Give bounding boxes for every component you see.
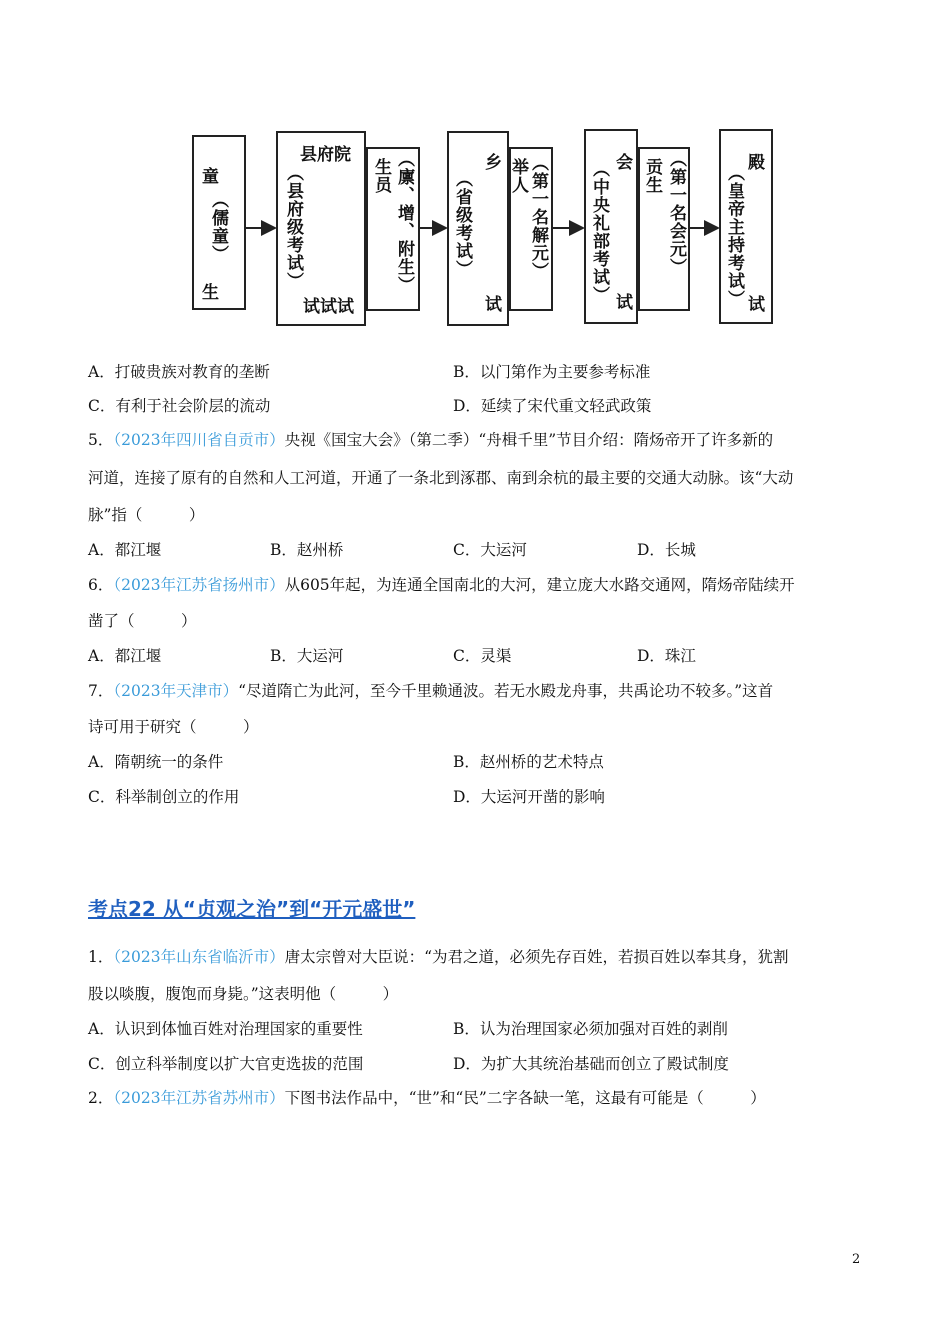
q5-source: （2023年四川省自贡市） — [113, 431, 285, 449]
box2-bottom: 试试试 — [303, 297, 354, 317]
s2-stem-line1 — [88, 1088, 766, 1108]
q7-stem-line1 — [88, 681, 773, 701]
box2-top: 县府院 — [300, 145, 351, 165]
box1-bottom: 生 — [202, 283, 219, 303]
q7-option-b: B．赵州桥的艺术特点 — [453, 753, 604, 771]
box4-top: 会 — [616, 153, 633, 173]
box3-top: 乡 — [485, 153, 502, 173]
box4-paren: （中央礼部考试） — [589, 160, 609, 304]
q5-number: 5． — [88, 431, 114, 449]
s1-option-d: D．为扩大其统治基础而创立了殿试制度 — [453, 1055, 729, 1073]
box2-paren: （县府级考试） — [283, 164, 303, 290]
s1-option-b: B．认为治理国家必须加强对百姓的剥削 — [453, 1020, 728, 1038]
q5-text1: 央视《国宝大会》（第二季）“舟楫千里”节目介绍：隋炀帝开了许多新的 — [284, 431, 774, 449]
q7-option-a: A．隋朝统一的条件 — [88, 753, 224, 771]
box5-bottom: 试 — [748, 295, 765, 315]
q7-option-d: D．大运河开凿的影响 — [453, 788, 605, 806]
box3-bottom: 试 — [485, 295, 502, 315]
s1-stem-line1 — [88, 947, 789, 967]
box1-paren: （儒童） — [208, 191, 228, 263]
q5-option-d: D．长城 — [637, 541, 696, 559]
q7-option-c: C．科举制创立的作用 — [88, 788, 240, 806]
juren-paren: （第一名解元） — [528, 154, 548, 280]
section-heading: 考点22 从“贞观之治”到“开元盛世” — [88, 897, 416, 921]
box4-bottom: 试 — [616, 293, 633, 313]
q5-option-c: C．大运河 — [453, 541, 527, 559]
q5-stem-line2: 河道，连接了原有的自然和人工河道，开通了一条北到涿郡、南到余杭的最主要的交通大动脉。该“大动 — [88, 469, 794, 487]
q6-stem-line2: 凿了（ ） — [88, 612, 197, 630]
q7-text1: “尽道隋亡为此河，至今千里赖通波。若无水殿龙舟事，共禹论功不较多。”这首 — [238, 682, 774, 700]
q7-stem-line2: 诗可用于研究（ ） — [88, 718, 259, 736]
exam-flow-diagram — [180, 118, 780, 338]
q4-option-b: B．以门第作为主要参考标准 — [453, 363, 651, 381]
shengyuan-chars: 生员 — [371, 158, 391, 194]
s1-stem-line2: 股以啖腹，腹饱而身毙。”这表明他（ ） — [88, 985, 399, 1003]
s2-number: 2． — [88, 1089, 114, 1107]
q5-option-b: B．赵州桥 — [270, 541, 344, 559]
s1-source: （2023年山东省临沂市） — [113, 948, 285, 966]
s1-text1: 唐太宗曾对大臣说：“为君之道，必须先存百姓，若损百姓以奉其身，犹割 — [284, 948, 789, 966]
q6-option-d: D．珠江 — [637, 647, 696, 665]
diagram-frames — [180, 118, 780, 338]
q6-source: （2023年江苏省扬州市） — [113, 576, 285, 594]
page-number: 2 — [852, 1252, 861, 1267]
q5-stem-line3: 脉”指（ ） — [88, 506, 205, 524]
q6-option-c: C．灵渠 — [453, 647, 512, 665]
q4-option-a: A．打破贵族对教育的垄断 — [88, 363, 270, 381]
s1-number: 1． — [88, 948, 114, 966]
box5-top: 殿 — [748, 153, 765, 173]
gongsheng-paren: （第一名会元） — [666, 150, 686, 276]
s1-option-c: C．创立科举制度以扩大官吏选拔的范围 — [88, 1055, 364, 1073]
q6-option-a: A．都江堰 — [88, 647, 162, 665]
juren-chars: 举人 — [508, 158, 528, 194]
q6-text1: 从605年起，为连通全国南北的大河，建立庞大水路交通网，隋炀帝陆续开 — [284, 576, 795, 594]
s2-text1: 下图书法作品中，“世”和“民”二字各缺一笔，这最有可能是（ ） — [284, 1089, 766, 1107]
box3-paren: （省级考试） — [452, 170, 472, 278]
box1-top: 童 — [202, 167, 219, 187]
q6-number: 6． — [88, 576, 114, 594]
q7-number: 7． — [88, 682, 114, 700]
q5-stem-line1 — [88, 430, 773, 450]
s1-option-a: A．认识到体恤百姓对治理国家的重要性 — [88, 1020, 363, 1038]
gongsheng-chars: 贡生 — [642, 158, 662, 194]
q6-option-b: B．大运河 — [270, 647, 344, 665]
q7-source: （2023年天津市） — [113, 682, 239, 700]
box5-paren: （皇帝主持考试） — [724, 164, 744, 308]
shengyuan-paren: （廪、增、附生） — [394, 150, 414, 294]
q4-option-c: C．有利于社会阶层的流动 — [88, 397, 271, 415]
q4-option-d: D．延续了宋代重文轻武政策 — [453, 397, 652, 415]
q6-stem-line1 — [88, 575, 795, 595]
s2-source: （2023年江苏省苏州市） — [113, 1089, 285, 1107]
q5-option-a: A．都江堰 — [88, 541, 162, 559]
